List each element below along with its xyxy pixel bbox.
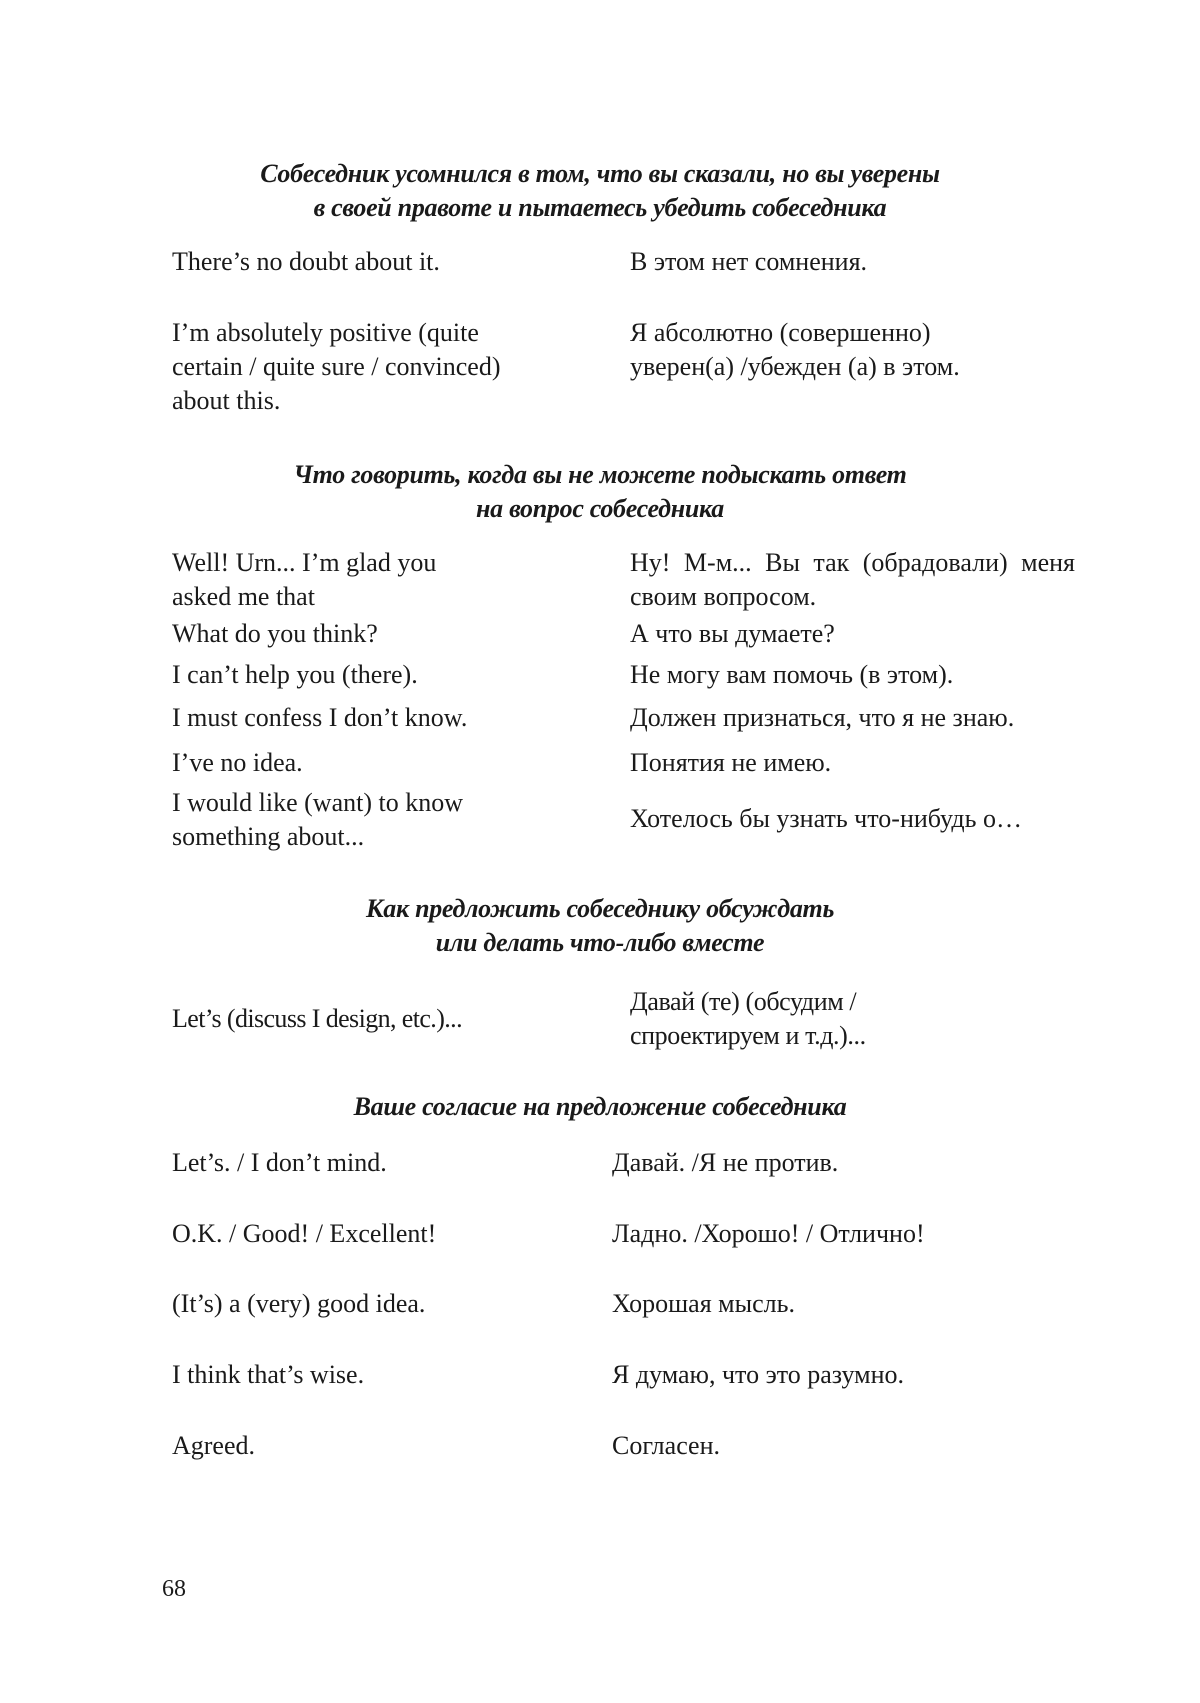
heading-line: Как предложить собеседнику обсуждать xyxy=(365,894,835,923)
phrase-en: Let’s (discuss I design, etc.)... xyxy=(172,1004,462,1033)
phrase-en: Well! Urn... I’m glad you asked me that xyxy=(172,548,437,611)
phrase-en: (It’s) a (very) good idea. xyxy=(172,1289,426,1318)
phrase-ru: Хотелось бы узнать что-нибудь о… xyxy=(630,804,1022,833)
phrase-ru: Ладно. /Хорошо! / Отлично! xyxy=(612,1219,925,1248)
phrase-ru: Согласен. xyxy=(612,1431,721,1460)
phrase-en: I can’t help you (there). xyxy=(172,660,418,689)
phrase-en: There’s no doubt about it. xyxy=(172,247,440,276)
heading-line: Ваше согласие на предложение собеседника xyxy=(353,1092,847,1121)
phrase-ru: Я думаю, что это разумно. xyxy=(612,1360,905,1389)
phrase-ru: Должен признаться, что я не знаю. xyxy=(630,703,1015,732)
phrase-en: I think that’s wise. xyxy=(172,1360,365,1389)
section-heading-propose xyxy=(0,892,1200,960)
phrase-en: I’m absolutely positive (quite certain / quite sure / convinced) about this. xyxy=(172,318,501,415)
phrase-en: I would like (want) to know something about... xyxy=(172,788,464,851)
page-number: 68 xyxy=(162,1576,186,1602)
phrase-ru: Хорошая мысль. xyxy=(612,1289,795,1318)
phrase-en: I must confess I don’t know. xyxy=(172,703,468,732)
phrase-en: I’ve no idea. xyxy=(172,748,303,777)
section-heading-agree xyxy=(0,1090,1200,1124)
heading-line: Собеседник усомнился в том, что вы сказали, но вы уверены xyxy=(260,159,940,188)
phrase-ru: Понятия не имею. xyxy=(630,748,832,777)
phrase-ru: Давай. /Я не против. xyxy=(612,1148,839,1177)
heading-line: на вопрос собеседника xyxy=(476,494,724,523)
phrase-ru: Ну! М-м... Вы так (обрадовали) меня своим вопросом. xyxy=(630,548,1075,611)
section-heading-no-answer xyxy=(0,458,1200,526)
phrase-ru: А что вы думаете? xyxy=(630,619,835,648)
phrase-en: Let’s. / I don’t mind. xyxy=(172,1148,387,1177)
heading-line: или делать что-либо вместе xyxy=(435,928,765,957)
phrase-en: What do you think? xyxy=(172,619,378,648)
phrase-ru: Я абсолютно (совершенно) уверен(а) /убежден (а) в этом. xyxy=(630,318,960,381)
phrase-ru: Давай (те) (обсудим / спроектируем и т.д.)... xyxy=(630,987,866,1050)
heading-line: Что говорить, когда вы не можете подыскать ответ xyxy=(293,460,907,489)
section-heading-doubt xyxy=(0,157,1200,225)
phrase-en: Agreed. xyxy=(172,1431,256,1460)
heading-line: в своей правоте и пытаетесь убедить собеседника xyxy=(313,193,887,222)
phrase-ru: В этом нет сомнения. xyxy=(630,247,868,276)
phrase-ru: Не могу вам помочь (в этом). xyxy=(630,660,954,689)
phrase-en: O.K. / Good! / Excellent! xyxy=(172,1219,437,1248)
